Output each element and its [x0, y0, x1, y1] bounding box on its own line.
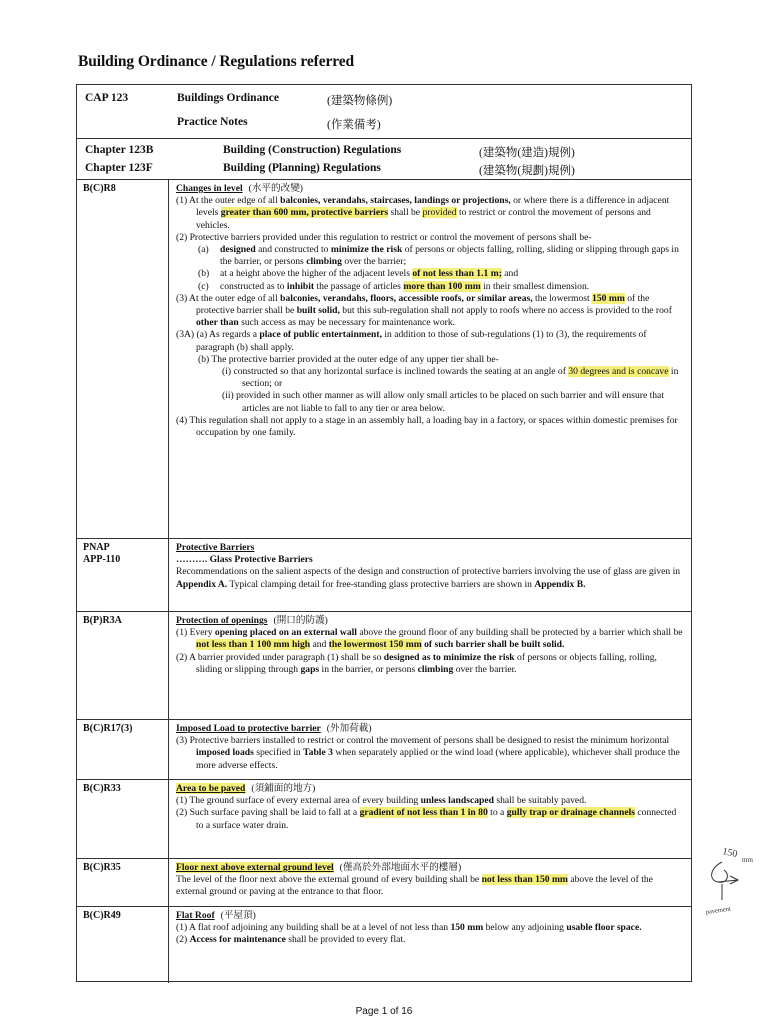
header-row-chapters	[77, 139, 691, 180]
cap-code: CAP 123	[85, 92, 129, 104]
clause-3a-b: (b) The protective barrier provided at the outer edge of any upper tier shall be-	[198, 353, 499, 365]
header-row-ordinance	[77, 85, 691, 139]
practice-notes: Practice Notes	[177, 116, 248, 128]
reg-code: B(C)R33	[77, 780, 169, 858]
handwritten-annotation	[700, 840, 768, 950]
ordinance-name: Buildings Ordinance	[177, 92, 279, 104]
clause-4: (4) This regulation shall not apply to a stage in an assembly hall, a loading bay in a factory, or spaces within domestic premises for occupation by one family.	[176, 414, 678, 439]
row-bcr33	[77, 780, 691, 859]
chapter-123b-name: Building (Construction) Regulations	[223, 144, 402, 156]
reg-code: PNAP APP-110	[77, 539, 169, 611]
reg-content: Flat Roof (平屋頂) (1) A flat roof adjoining any building shall be at a level of not less than 150 mm below any adjoining usable floor space. (2) Access for maintenance shall be provided to every flat.	[176, 910, 642, 946]
reg-code: B(C)R8	[77, 180, 169, 538]
reg-heading: Imposed Load to protective barrier	[176, 723, 321, 734]
chapter-123f-zh: (建築物(規劃)規例)	[479, 165, 575, 177]
reg-content: Protection of openings (開口的防護) (1) Every opening placed on an external wall above the ground floor of any building shall be protected by a barrier which shall be not less than 1 100 mm high and the lowermost 150 mm of such barrier shall be built solid. (2) A barrier provided under paragraph (1) shall be so designed as to minimize the risk of persons or objects falling, rolling, sliding or slipping through gaps in the barrier, or persons climbing over the barrier.	[176, 615, 683, 675]
annotation-word: pavement	[705, 905, 732, 916]
clause-3a-b-ii: (ii) provided in such other manner as will allow only small articles to be placed on such barrier and will ensure that articles are not liable to fall to any tier or area below.	[222, 390, 664, 414]
annotation-number: 150	[721, 846, 739, 861]
reg-content: Area to be paved (須鋪面的地方) (1) The ground surface of every external area of every building unless landscaped shall be suitably paved. (2) Such surface paving shall be laid to fall at a gradient of not less than 1 in 80 to a gully trap or drainage channels connected to a surface water drain.	[176, 783, 677, 831]
page-footer: Page 1 of 16	[355, 1006, 413, 1017]
reg-code: B(C)R17(3)	[77, 720, 169, 779]
chapter-123f-name: Building (Planning) Regulations	[223, 162, 381, 174]
reg-heading: Flat Roof	[176, 910, 215, 921]
row-bpr3a	[77, 612, 691, 720]
reg-subheading: ………. Glass Protective Barriers	[176, 554, 313, 566]
row-bcr17	[77, 720, 691, 780]
row-pnap	[77, 539, 691, 612]
page-title: Building Ordinance / Regulations referred	[78, 53, 355, 70]
row-bcr49	[77, 907, 691, 983]
practice-notes-zh: (作業備考)	[327, 119, 381, 131]
reg-code: B(C)R49	[77, 907, 169, 983]
reg-content: Changes in level (水平的改變) (1) At the outer edge of all balconies, verandahs, staircases, landings or projections, or where there is a difference in adjacent levels greater than 600 mm, protective barriers shall be provided to restrict or control the movement of persons and vehicles. (2) Protective barriers provided under this regulation to restrict or control the movement of persons shall be- (a) designed and constructed to minimize the risk of persons or objects falling, rolling, sliding or slipping through gaps in the barrier, or persons climbing over the barrier; (b) at a height above the higher of the adjacent levels of not less than 1.1 m; and (c) constructed as to inhibit the passage of articles more than 100 mm in their smallest dimension. (3) At the outer edge of all balconies, verandahs, floors, accessible roofs, or similar areas, the lowermost 150 mm of the protective barrier shall be built solid, but this sub-regulation shall not apply to roofs where no access is provided to the roof other than such access as may be necessary for maintenance work. (3A) (a) As regards a place of public entertainment, in addition to those of sub-regulations (1) to (3), the requirements of paragraph (b) shall apply. (b) The protective barrier provided at the outer edge of any upper tier shall be- (i) constructed so that any horizontal surface is inclined towards the seating at an angle of 30 degrees and is concave in section; or (ii) provided in such other manner as will allow only small articles to be placed on such barrier and will ensure that articles are not liable to fall to any tier or area below. (4) This regulation shall not apply to a stage in an assembly hall, a loading bay in a factory, or spaces within domestic premises for occupation by one family.	[176, 183, 685, 439]
chapter-123b: Chapter 123B	[85, 144, 154, 156]
clause-2: (2) Protective barriers provided under this regulation to restrict or control the movement of persons shall be-	[176, 231, 592, 243]
reg-heading: Floor next above external ground level	[176, 862, 334, 873]
reg-heading: Area to be paved	[176, 783, 246, 794]
row-bcr35	[77, 859, 691, 907]
reg-content: Imposed Load to protective barrier (外加荷載) (3) Protective barriers installed to restrict or control the movement of persons shall be designed to resist the minimum horizontal imposed loads specified in Table 3 when separately applied or the wind load (where applicable), whichever shall produce the more adverse effects.	[176, 723, 680, 771]
annotation-unit: mm	[742, 856, 753, 864]
ordinance-name-zh: (建築物條例)	[327, 95, 393, 107]
chapter-123f: Chapter 123F	[85, 162, 153, 174]
reg-content: Floor next above external ground level (僅高於外部地面水平的樓層) The level of the floor next above the external ground of every building shall be not less than 150 mm above the level of the external ground or paving at the entrance to that floor.	[176, 862, 653, 898]
reg-heading: Changes in level	[176, 183, 243, 194]
reg-code: B(P)R3A	[77, 612, 169, 719]
reg-heading: Protective Barriers	[176, 542, 255, 553]
reg-heading-zh: (水平的改變)	[248, 183, 303, 194]
reg-heading: Protection of openings	[176, 615, 268, 626]
regulations-table	[76, 84, 692, 982]
chapter-123b-zh: (建築物(建造)規例)	[479, 147, 575, 159]
reg-content: Protective Barriers ………. Glass Protective Barriers Recommendations on the salient aspects of the design and construction of protective barriers involving the use of glass are given in Appendix A. Typical clamping detail for free-standing glass protective barriers are shown in Appendix B.	[176, 542, 681, 590]
reg-code: B(C)R35	[77, 859, 169, 906]
row-bcr8	[77, 180, 691, 539]
